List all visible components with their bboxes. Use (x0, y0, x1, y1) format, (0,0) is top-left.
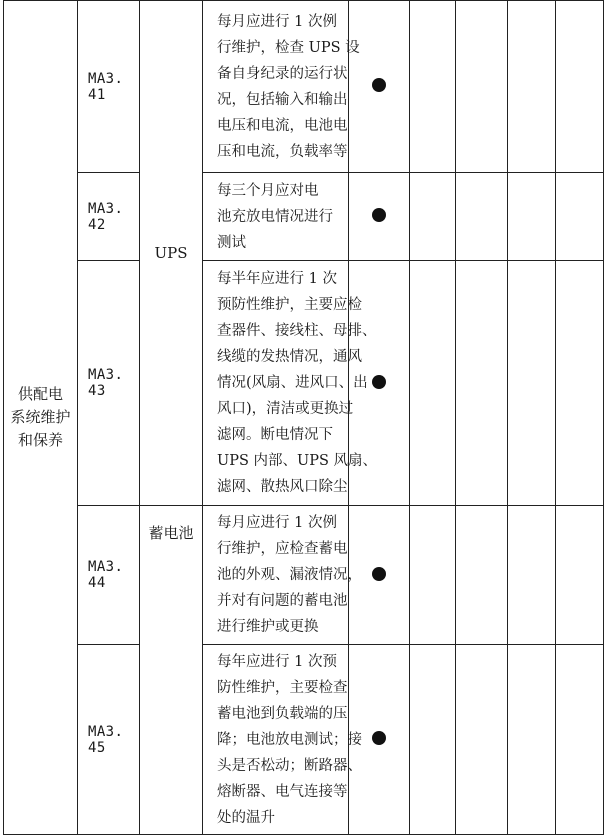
item-code: MA3. 43 (78, 261, 140, 506)
empty-cell (410, 261, 456, 506)
requirement-line: 每月应进行 1 次例 (217, 13, 337, 30)
table-row (4, 173, 604, 261)
category-line: 系统维护 (10, 408, 71, 426)
filled-dot-icon (372, 208, 386, 222)
table-row (4, 506, 604, 645)
empty-cell (508, 645, 556, 835)
check-mark-cell (349, 1, 410, 173)
empty-cell (456, 645, 508, 835)
requirement-line: 行维护，检查 UPS 设 (217, 39, 360, 56)
empty-cell (556, 506, 604, 645)
empty-cell (508, 506, 556, 645)
empty-cell (508, 261, 556, 506)
requirement-text (203, 1, 360, 173)
filled-dot-icon (372, 731, 386, 745)
requirement-line: 池充放电情况进行 (217, 208, 333, 225)
empty-cell (556, 1, 604, 173)
empty-cell (410, 506, 456, 645)
requirement-line: 滤网。断电情况下 (217, 427, 333, 443)
filled-dot-icon (372, 78, 386, 92)
empty-cell (410, 1, 456, 173)
item-name-battery: 蓄电池 (140, 506, 203, 835)
item-name-ups: UPS (140, 1, 203, 506)
empty-cell (556, 645, 604, 835)
requirement-line: 备自身纪录的运行状 (217, 65, 348, 82)
item-code: MA3. 45 (78, 645, 140, 835)
category-line: 和保养 (17, 431, 63, 449)
empty-cell (456, 506, 508, 645)
filled-dot-icon (372, 567, 386, 581)
empty-cell (508, 173, 556, 261)
requirement-text (203, 173, 349, 261)
empty-cell (508, 1, 556, 173)
requirement-line: 预防性维护，主要应检 (217, 297, 362, 313)
requirement-line: 每月应进行 1 次例 (217, 515, 337, 531)
requirement-line: 查器件、接线柱、母排、 (217, 323, 377, 339)
category-cell (4, 1, 78, 835)
requirement-line: 滤网、散热风口除尘 (217, 479, 348, 495)
requirement-text (203, 261, 378, 506)
requirement-line: 情况(风扇、进风口、出 (217, 375, 368, 391)
requirement-line: 降；电池放电测试；接 (217, 731, 362, 748)
requirement-line: 头是否松动；断路器、 (217, 757, 362, 774)
requirement-line: UPS 内部、UPS 风扇、 (217, 453, 378, 469)
requirement-line: 并对有问题的蓄电池 (217, 593, 348, 609)
table-row (4, 645, 604, 835)
check-mark-cell (349, 173, 410, 261)
requirement-line: 每年应进行 1 次预 (217, 653, 337, 670)
category-line: 供配电 (17, 385, 63, 403)
empty-cell (410, 645, 456, 835)
empty-cell (456, 173, 508, 261)
requirement-text (203, 506, 362, 645)
empty-cell (556, 173, 604, 261)
item-code: MA3. 41 (78, 1, 140, 173)
item-code: MA3. 42 (78, 173, 140, 261)
empty-cell (456, 1, 508, 173)
filled-dot-icon (372, 375, 386, 389)
requirement-line: 池的外观、漏液情况， (217, 567, 362, 583)
maintenance-table (3, 0, 604, 835)
requirement-line: 线缆的发热情况，通风 (217, 349, 362, 365)
requirement-line: 行维护，应检查蓄电 (217, 541, 348, 557)
requirement-line: 每三个月应对电 (217, 182, 319, 199)
requirement-line: 进行维护或更换 (217, 619, 319, 635)
requirement-line: 测试 (217, 234, 246, 251)
requirement-line: 蓄电池到负载端的压 (217, 705, 348, 722)
requirement-line: 况，包括输入和输出 (217, 91, 348, 108)
requirement-text (203, 645, 362, 835)
table-row (4, 1, 604, 173)
requirement-line: 压和电流，负载率等 (217, 143, 348, 160)
requirement-line: 电压和电流，电池电 (217, 117, 348, 134)
requirement-line: 每半年应进行 1 次 (217, 271, 337, 287)
empty-cell (410, 173, 456, 261)
requirement-line: 熔断器、电气连接等 (217, 783, 348, 800)
empty-cell (456, 261, 508, 506)
requirement-line: 风口)，清洁或更换过 (217, 401, 354, 417)
item-code: MA3. 44 (78, 506, 140, 645)
requirement-line: 防性维护，主要检查 (217, 679, 348, 696)
table-row (4, 261, 604, 506)
requirement-line: 处的温升 (217, 809, 275, 826)
empty-cell (556, 261, 604, 506)
